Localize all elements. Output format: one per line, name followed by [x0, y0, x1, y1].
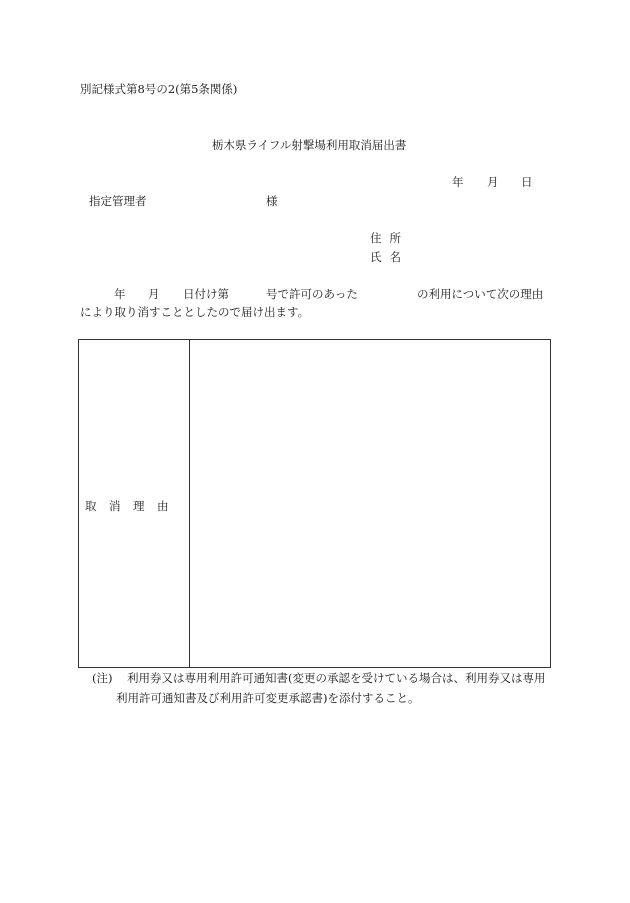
note-line-1: 利用券又は専用利用許可通知書(変更の承認を受けている場合は、利用券又は専用 [127, 671, 546, 685]
date-year-label: 年 [452, 175, 464, 189]
body-month-label: 月 [148, 287, 160, 301]
date-month-label: 月 [487, 175, 499, 189]
body-line-2: により取り消すこととしたので届け出ます。 [80, 305, 310, 319]
body-usage-reason-text: の利用について次の理由 [417, 287, 544, 301]
recipient-label: 指定管理者 [89, 194, 147, 208]
reason-table [78, 339, 551, 668]
form-reference: 別記様式第8号の2(第5条関係) [80, 82, 238, 96]
note-marker: (注) [92, 671, 113, 685]
reason-input-area[interactable] [190, 340, 550, 667]
date-day-label: 日 [521, 175, 533, 189]
body-dated-no: 日付け第 [183, 287, 229, 301]
reason-label: 取消理由 [85, 499, 181, 513]
name-label: 氏名 [370, 250, 409, 264]
body-year-label: 年 [114, 287, 126, 301]
note-line-2: 利用許可通知書及び利用許可変更承認書)を添付すること。 [116, 691, 420, 705]
recipient-honorific: 様 [266, 194, 278, 208]
document-title: 栃木県ライフル射撃場利用取消届出書 [212, 138, 407, 152]
body-permitted-text: 号で許可のあった [266, 287, 358, 301]
address-label: 住所 [370, 231, 409, 245]
